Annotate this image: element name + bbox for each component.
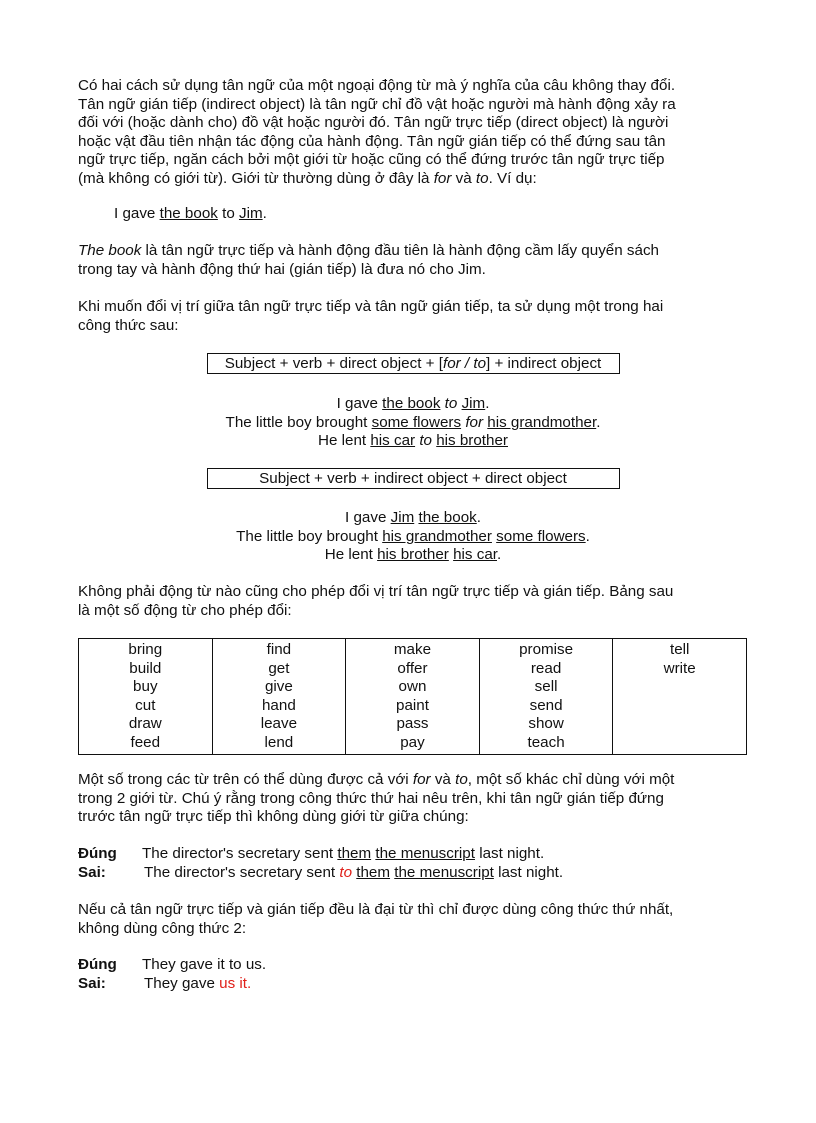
direct-object: the book [382,395,441,412]
text: . [262,205,267,222]
verb-column-3: make offer own paint pass pay [346,639,480,755]
formula-2: Subject + verb + indirect object + direct object [207,468,620,489]
formula-2-box [78,468,748,489]
text: và [430,771,456,788]
incorrect-label: Sai [78,974,101,992]
some-verbs-paragraph [78,771,748,827]
formula-1 [207,353,620,374]
incorrect-line [78,975,748,994]
intro-paragraph [78,77,748,189]
explanation-paragraph [78,242,748,279]
preposition: to [444,395,458,412]
text: Subject + verb + direct object + [ [224,355,443,372]
wrong-preposition: to [339,863,353,881]
intro-line [78,170,748,189]
text: : [100,863,106,881]
correct-incorrect-1 [78,845,748,882]
text: He lent [324,546,378,564]
text: . [585,527,590,545]
indirect-object: his grandmother [487,413,597,431]
verb-column-5: tell write [613,639,747,755]
intro-line: Có hai cách sử dụng tân ngữ của một ngoại động từ mà ý nghĩa của câu không thay đổi. [78,77,676,94]
swap-line: công thức sau: [78,316,179,334]
example-line [78,432,748,451]
intro-line: ngữ trực tiếp, ngăn cách bởi một giới từ hoặc cũng có thể đứng trước tân ngữ trực tiếp [78,151,665,169]
indirect-object: them [356,863,391,881]
paragraph-line: trước tân ngữ trực tiếp thì không dùng giới từ giữa chúng: [78,808,469,826]
text: Một số trong các từ trên có thể dùng được cả với [78,771,413,788]
direct-object: some flowers [496,527,586,545]
direct-object: the menuscript [375,845,475,862]
paragraph-line [78,771,748,790]
italic-to: to [475,169,489,187]
swap-paragraph [78,298,748,335]
direct-object: the book [159,205,218,222]
intro-line: Tân ngữ gián tiếp (indirect object) là tân ngữ chỉ đồ vật hoặc người mà hành động xảy ra [78,95,676,113]
direct-object: his car [370,432,416,450]
explain-line [78,242,748,261]
text: : [100,974,106,992]
example-line [114,205,784,224]
text: . [497,546,502,564]
verb-column-4: promise read sell send show teach [479,639,613,755]
paragraph-line: không dùng công thức 2: [78,919,247,937]
example-line [78,509,748,528]
italic-for: for [412,771,431,788]
preposition: to [419,432,432,450]
explain-line: trong tay và hành động thứ hai (gián tiếp) là đưa nó cho Jim. [78,260,486,278]
direct-object: some flowers [371,413,462,431]
text: (mà không có giới từ). Giới từ thường dùng ở đây là [78,169,434,187]
example-line [78,395,748,414]
preposition: for [465,413,484,431]
formula-2-examples [78,509,748,565]
text: . [485,395,490,412]
text: I gave [345,509,391,526]
italic-the-book: The book [78,242,142,259]
text: ] + indirect object [486,355,602,372]
text: là tân ngữ trực tiếp và hành động đầu tiên là hành động cầm lấy quyển sách [141,242,659,259]
text: , một số khác chỉ dùng với một [467,771,675,788]
indirect-object: his grandmother [382,527,492,545]
text: I gave [336,395,383,412]
italic-to: to [455,771,468,788]
indirect-object: his brother [436,432,508,450]
verb-table [78,638,747,755]
indirect-object: Jim [390,509,415,526]
direct-object: the book [418,509,477,526]
text: last night. [493,863,564,881]
formula-1-box [78,353,748,374]
correct-label: Đúng [78,956,117,973]
intro-line: đối với (hoặc dành cho) đồ vật hoặc người đó. Tân ngữ trực tiếp (direct object) là người [78,114,669,132]
indirect-object: his brother [377,546,449,564]
indirect-object: Jim [461,395,486,412]
verb-column-2: find get give hand leave lend [212,639,346,755]
text: He lent [318,432,371,450]
italic-for: for [433,169,452,187]
indirect-object: Jim [238,205,263,222]
formula-1-examples [78,395,748,451]
paragraph-line: trong 2 giới từ. Chú ý rằng trong công thức thứ hai nêu trên, khi tân ngữ gián tiếp đứng [78,789,664,807]
paragraph-line: Nếu cả tân ngữ trực tiếp và gián tiếp đều là đại từ thì chỉ được dùng công thức thứ nhất, [78,901,674,918]
verb-column-1: bring build buy cut draw feed [79,639,213,755]
text: The director's secretary sent [144,863,340,881]
text: . Ví dụ: [488,169,537,187]
text: last night. [474,845,545,862]
direct-object: the menuscript [394,863,494,881]
text: The director's secretary sent [142,845,338,862]
example-line [78,528,748,547]
text: I gave [114,205,160,222]
text: The little boy brought [236,527,383,545]
correct-line [78,956,748,975]
correct-line [78,845,748,864]
pronouns-paragraph [78,901,748,938]
incorrect-line [78,864,748,883]
text: . [476,509,481,526]
example-line [78,414,748,433]
example-sentence [114,205,784,224]
indirect-object: them [337,845,372,862]
incorrect-label: Sai [78,863,101,881]
paragraph-line: Không phải động từ nào cũng cho phép đổi vị trí tân ngữ trực tiếp và gián tiếp. Bảng sau [78,583,674,600]
paragraph-line: là một số động từ cho phép đổi: [78,601,292,619]
italic-for-to: for / to [442,355,487,372]
example-line [78,546,748,565]
text: to [217,205,239,222]
text: The little boy brought [225,413,372,431]
wrong-order: us it. [219,974,252,992]
table-row [79,639,747,755]
text: . [596,413,601,431]
intro-line: hoặc vật đầu tiên nhận tác động của hành động. Tân ngữ gián tiếp có thể đứng sau tân [78,132,666,150]
correct-label: Đúng [78,845,117,862]
text: They gave [144,974,220,992]
text: và [451,169,476,187]
swap-line: Khi muốn đổi vị trí giữa tân ngữ trực tiếp và tân ngữ gián tiếp, ta sử dụng một trong hai [78,298,664,315]
direct-object: his car [453,546,497,564]
not-all-paragraph [78,583,748,620]
correct-incorrect-2 [78,956,748,993]
text: They gave it to us. [142,956,267,973]
